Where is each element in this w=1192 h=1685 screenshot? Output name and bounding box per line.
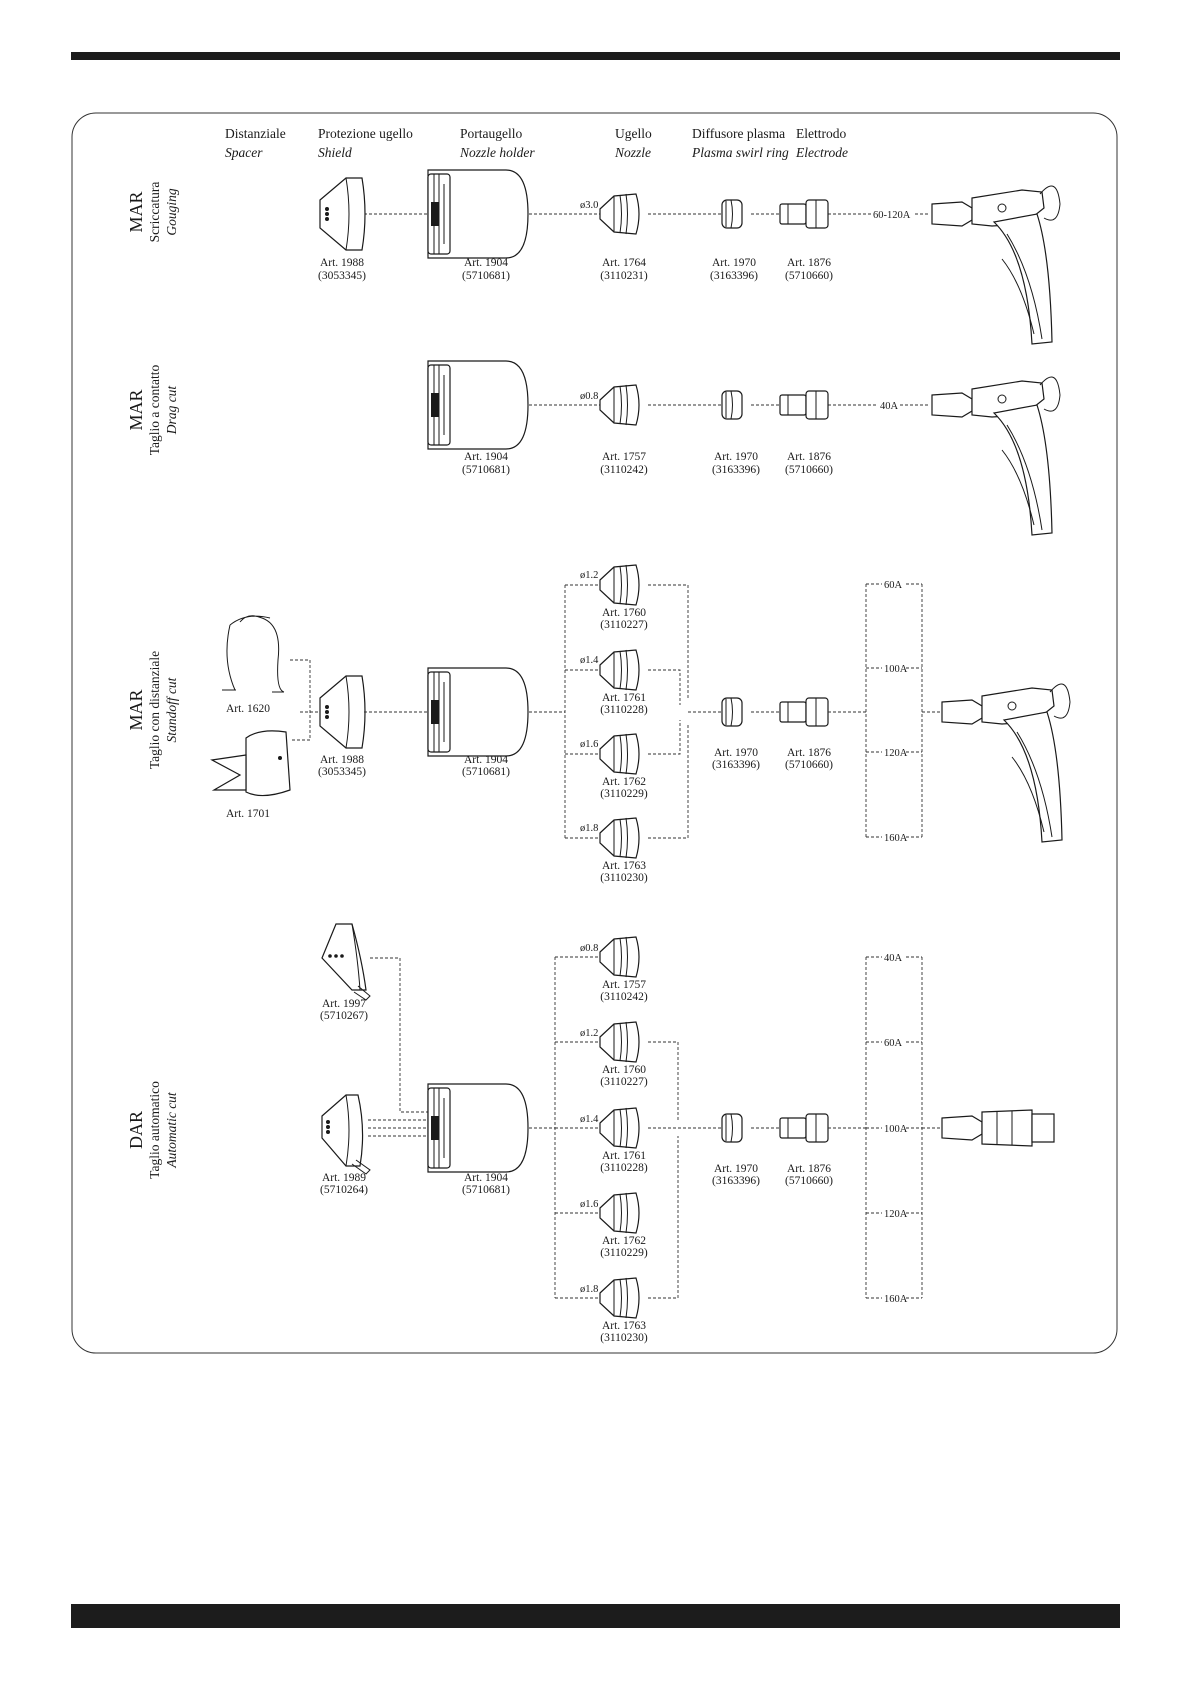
part-code: (3110228) [600,704,648,716]
current-label: 100A [884,1124,908,1135]
part-art: Art. 1761 [601,692,647,704]
col-nozzle-en: Nozzle [615,145,652,160]
swirl-ring-icon [722,391,742,419]
nozzle-diameter: ø1.6 [580,739,599,750]
section-automatic-cut [320,924,1054,1344]
current-label: 60A [884,580,903,591]
nozzle-icon [600,194,639,234]
part-code: (5710681) [462,270,510,282]
col-electrode-it: Elettrodo [796,126,847,141]
shield-1997-icon [322,924,370,1000]
part-code: (3110227) [600,619,648,631]
current-label: 40A [880,401,899,412]
svg-text:Taglio con distanziale: Taglio con distanziale [147,650,162,770]
diagram-frame [72,113,1117,1353]
current-label: 60A [884,1038,903,1049]
col-holder-it: Portaugello [460,126,523,141]
column-headers [225,126,848,160]
part-code: (3053345) [318,766,366,778]
part-art: Art. 1757 [601,451,647,463]
part-art: Art. 1876 [786,451,832,463]
part-art: Art. 1970 [713,747,759,759]
part-art: Art. 1876 [786,257,832,269]
part-code: (3110229) [600,1247,648,1259]
torch-icon [942,684,1070,842]
spacer-1701-icon [212,731,290,796]
part-art: Art. 1763 [601,860,647,872]
svg-text:MAR: MAR [126,689,146,731]
nozzle-holder-icon [428,361,528,449]
nozzle-icon [600,1108,639,1148]
nozzle-icon [600,1022,639,1062]
nozzle-icon [600,734,639,774]
shield-1989-icon [322,1095,370,1174]
part-art: Art. 1757 [601,979,647,991]
section-label-automatic-cut [126,1081,179,1179]
electrode-icon [780,200,828,228]
part-art: Art. 1970 [713,1163,759,1175]
current-label: 60-120A [873,210,911,221]
part-art: Art. 1876 [786,747,832,759]
col-nozzle-it: Ugello [615,126,652,141]
electrode-icon [780,391,828,419]
part-art: Art. 1997 [321,998,367,1010]
part-art: Art. 1904 [463,451,509,463]
part-code: (3110230) [600,872,648,884]
current-label: 120A [884,1209,908,1220]
part-code: (3110228) [600,1162,648,1174]
current-label: 160A [884,1294,908,1305]
part-code: (5710681) [462,1184,510,1196]
part-art: Art. 1970 [711,257,757,269]
svg-text:Standoff cut: Standoff cut [164,677,179,743]
col-spacer-en: Spacer [225,145,263,160]
svg-text:Gouging: Gouging [164,188,179,236]
part-art: Art. 1761 [601,1150,647,1162]
svg-text:MAR: MAR [126,191,146,233]
nozzle-diameter: ø1.8 [580,823,599,834]
current-label: 100A [884,664,908,675]
nozzle-diameter: ø1.2 [580,1028,599,1039]
nozzle-diameter: ø1.8 [580,1284,599,1295]
section-label-drag-cut [126,364,179,455]
swirl-ring-icon [722,1114,742,1142]
nozzle-diameter: ø1.4 [580,1114,599,1125]
part-art: Art. 1904 [463,1172,509,1184]
part-art: Art. 1988 [319,257,365,269]
part-code: (3110227) [600,1076,648,1088]
section-drag-cut [428,361,1060,535]
section-gouging [318,170,1060,344]
part-code: (3053345) [318,270,366,282]
col-spacer-it: Distanziale [225,126,286,141]
part-code: (3110229) [600,788,648,800]
torch-icon [932,377,1060,535]
automatic-torch-icon [942,1110,1054,1146]
part-code: (5710267) [320,1010,368,1022]
part-code: (5710681) [462,464,510,476]
nozzle-icon [600,565,639,605]
nozzle-diameter: ø1.6 [580,1199,599,1210]
part-art: Art. 1904 [463,257,509,269]
nozzle-icon [600,818,639,858]
part-code: (3163396) [712,1175,760,1187]
nozzle-icon [600,650,639,690]
part-code: (5710681) [462,766,510,778]
part-art: Art. 1876 [786,1163,832,1175]
part-code: (3163396) [712,759,760,771]
col-shield-en: Shield [318,145,352,160]
shield-icon [320,676,365,748]
part-code: (3163396) [712,464,760,476]
nozzle-diameter: ø1.4 [580,655,599,666]
col-swirl-en: Plasma swirl ring [692,145,789,160]
nozzle-holder-icon [428,1084,528,1172]
current-label: 40A [884,953,903,964]
electrode-icon [780,1114,828,1142]
part-art: Art. 1763 [601,1320,647,1332]
col-swirl-it: Diffusore plasma [692,126,786,141]
part-code: (5710660) [785,759,833,771]
part-code: (3110242) [600,464,648,476]
part-art: Art. 1764 [601,257,647,269]
part-code: (5710660) [785,1175,833,1187]
nozzle-diameter: ø3.0 [580,200,599,211]
spacer-1620-icon [222,616,284,692]
nozzle-holder-icon [428,170,528,258]
part-code: (5710264) [320,1184,368,1196]
nozzle-diameter: ø0.8 [580,391,599,402]
part-art: Art. 1701 [225,808,271,820]
col-electrode-en: Electrode [796,145,848,160]
nozzle-icon [600,385,639,425]
part-art: Art. 1988 [319,754,365,766]
swirl-ring-icon [722,698,742,726]
nozzle-icon [600,1278,639,1318]
current-label: 160A [884,833,908,844]
part-art: Art. 1762 [601,1235,647,1247]
part-code: (3110231) [600,270,648,282]
part-art: Art. 1989 [321,1172,367,1184]
nozzle-icon [600,1193,639,1233]
swirl-ring-icon [722,200,742,228]
part-art: Art. 1760 [601,607,647,619]
svg-text:Scriccatura: Scriccatura [147,181,162,243]
section-label-gouging [126,182,179,243]
part-art: Art. 1762 [601,776,647,788]
svg-text:MAR: MAR [126,389,146,431]
nozzle-group [580,565,648,884]
torch-icon [932,186,1060,344]
col-holder-en: Nozzle holder [460,145,535,160]
part-code: (3163396) [710,270,758,282]
nozzle-holder-icon [428,668,528,756]
part-art: Art. 1760 [601,1064,647,1076]
svg-text:Drag cut: Drag cut [164,385,179,435]
electrode-icon [780,698,828,726]
svg-text:Automatic cut: Automatic cut [164,1092,179,1168]
svg-text:Taglio automatico: Taglio automatico [147,1081,162,1179]
svg-text:Taglio a contatto: Taglio a contatto [147,364,162,456]
shield-icon [320,178,365,250]
nozzle-icon [600,937,639,977]
current-label: 120A [884,748,908,759]
part-art: Art. 1904 [463,754,509,766]
part-code: (3110242) [600,991,648,1003]
part-code: (5710660) [785,464,833,476]
nozzle-diameter: ø1.2 [580,570,599,581]
part-art: Art. 1620 [225,703,271,715]
svg-text:DAR: DAR [126,1110,146,1150]
col-shield-it: Protezione ugello [318,126,413,141]
nozzle-diameter: ø0.8 [580,943,599,954]
part-art: Art. 1970 [713,451,759,463]
part-code: (3110230) [600,1332,648,1344]
part-code: (5710660) [785,270,833,282]
nozzle-group [580,937,648,1344]
section-standoff-cut [212,565,1070,884]
section-label-standoff-cut [126,651,179,769]
